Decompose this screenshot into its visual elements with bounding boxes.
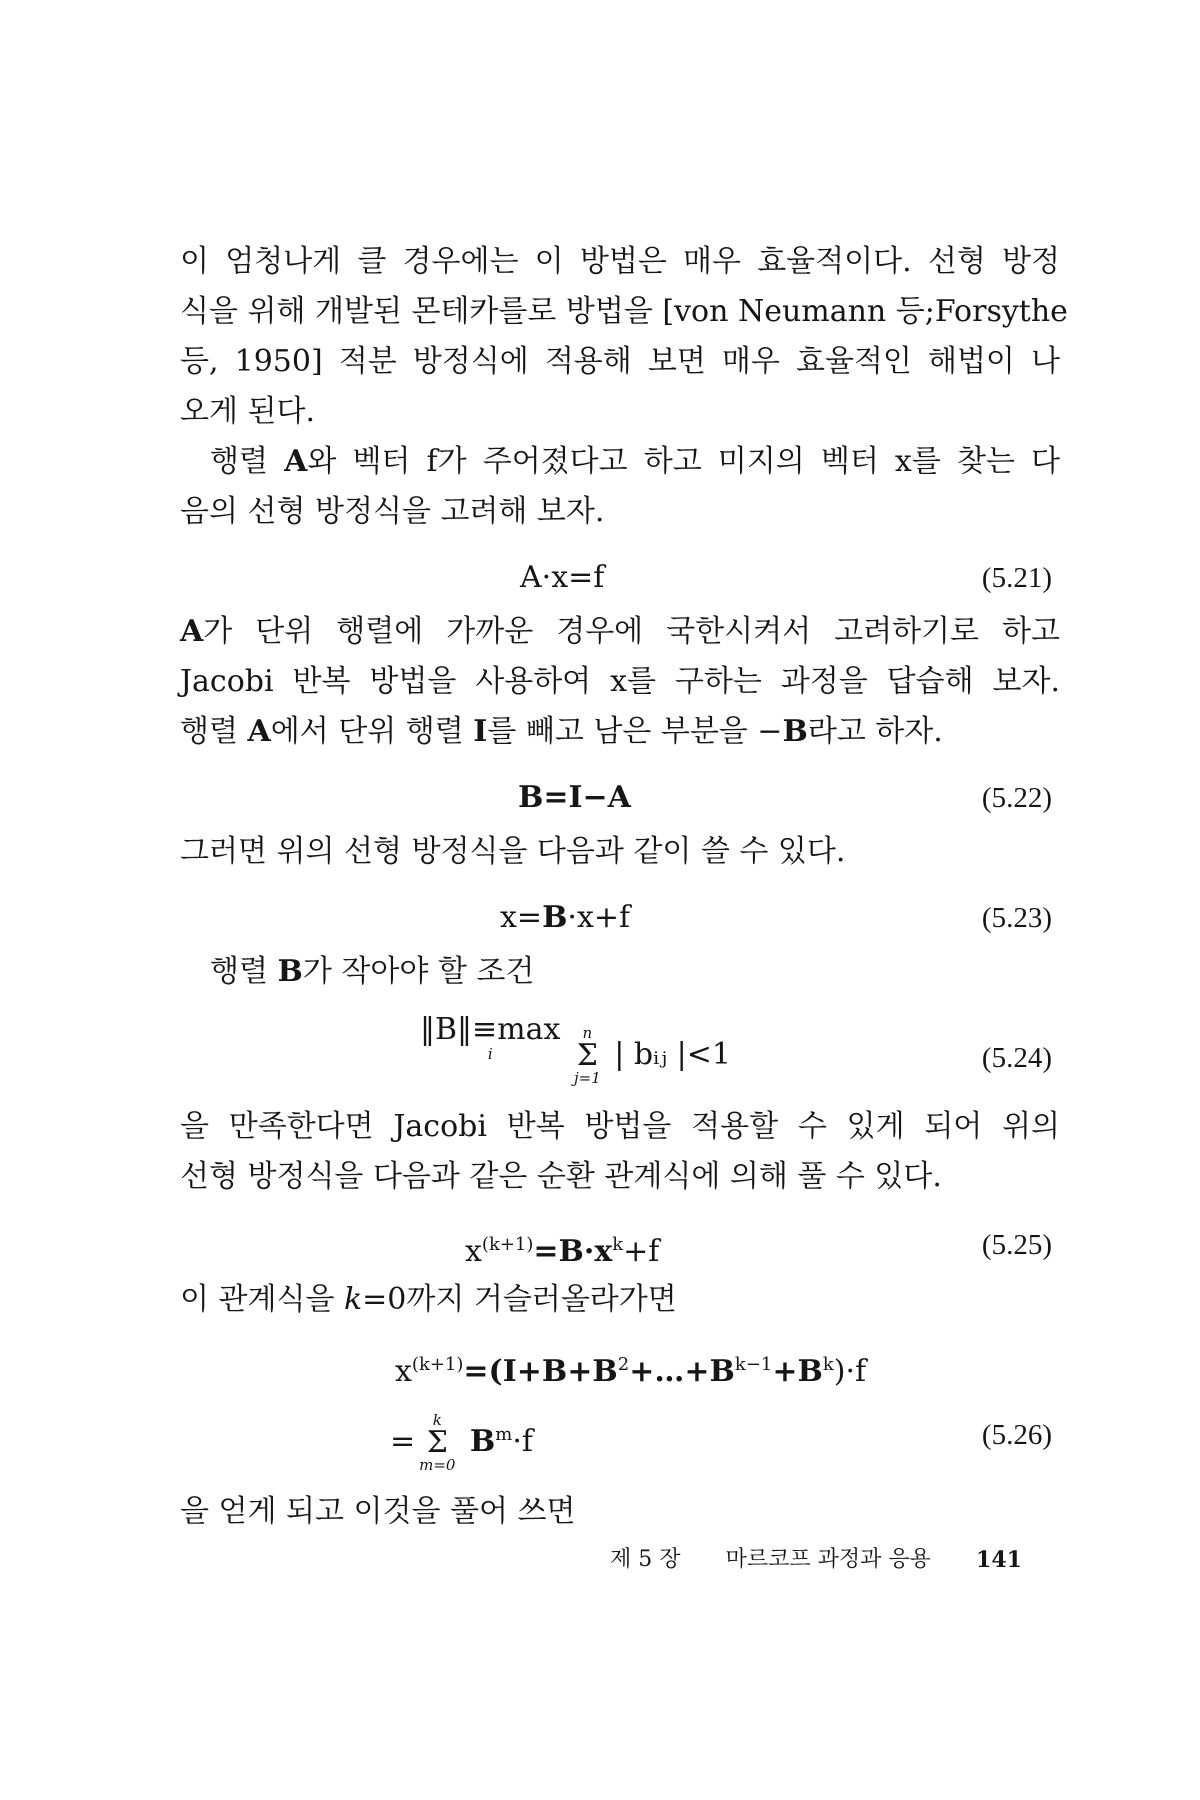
eq-5-26-sup2: 2	[617, 1354, 630, 1375]
page-footer	[610, 1545, 1022, 1575]
p7-l1-c: =0까지 거슬러올라가면	[362, 1282, 677, 1317]
p3-l3-e: 를 빼고 남은 부분을 −	[487, 714, 783, 749]
eq-5-26-c: +B	[772, 1354, 823, 1389]
eq-5-26-eq: =	[390, 1424, 416, 1459]
p5-l1-a: 행렬	[210, 954, 278, 989]
equation-5-25	[0, 1220, 1200, 1270]
eq-5-24-max	[420, 1012, 561, 1063]
page-number: 141	[976, 1547, 1022, 1573]
eq-5-24-number: (5.24)	[981, 1042, 1052, 1074]
eq-5-25-expr	[465, 1220, 659, 1277]
eq-5-22-expr: B=I−A	[518, 780, 631, 815]
eq-5-21-expr: A·x=f	[520, 560, 605, 595]
p3-matrix-A: A	[180, 614, 204, 649]
paragraph6-line1: 을 만족한다면 Jacobi 반복 방법을 적용할 수 있게 되어 위의	[180, 1109, 1060, 1144]
paragraph2-line1	[210, 440, 1060, 484]
paragraph3-line2: Jacobi 반복 방법을 사용하여 x를 구하는 과정을 답습해 보자.	[180, 664, 1060, 699]
eq-5-25-x: x	[465, 1234, 482, 1269]
equation-5-22	[0, 773, 1200, 823]
paragraph1-line3: 등, 1950] 적분 방정식에 적용해 보면 매우 효율적인 해법이 나	[180, 344, 1060, 379]
paragraph1-line4: 오게 된다.	[180, 394, 315, 429]
eq-5-26-sum	[419, 1413, 455, 1473]
paragraph8-line1: 을 얻게 되고 이것을 풀어 쓰면	[180, 1494, 576, 1529]
eq-5-26-a: =(I+B+B	[463, 1354, 618, 1389]
eq-5-25-end: +f	[623, 1234, 660, 1269]
eq-5-26-line2-expr	[390, 1395, 533, 1482]
p2-matrix-A: A	[284, 444, 308, 479]
eq-5-23-lhs: x=	[500, 900, 543, 935]
paragraph2-line2: 음의 선형 방정식을 고려해 보자.	[180, 494, 605, 529]
eq-5-25-number: (5.25)	[981, 1229, 1052, 1261]
eq-5-26-B: B	[459, 1424, 496, 1459]
p3-l3-a: 행렬	[180, 714, 248, 749]
eq-5-26-b: +…+B	[629, 1354, 735, 1389]
p7-k: k	[343, 1282, 363, 1317]
p2-l1-c: 와 벡터 f가 주어졌다고 하고 미지의 벡터 x를 찾는 다	[307, 444, 1060, 479]
p2-l1-a: 행렬	[210, 444, 285, 479]
paragraph6-line2: 선형 방정식을 다음과 같은 순환 관계식에 의해 풀 수 있다.	[180, 1159, 942, 1194]
paragraph1-line1: 이 엄청나게 클 경우에는 이 방법은 매우 효율적이다. 선형 방정	[180, 244, 1060, 279]
paragraph3-line1	[180, 610, 1060, 654]
equation-5-26-line2	[0, 1395, 1200, 1475]
p3-matrix-A2: A	[247, 714, 271, 749]
p3-matrix-I: I	[473, 714, 488, 749]
eq-5-24-norm: ‖B‖≡max	[420, 1012, 561, 1047]
p7-l1-a: 이 관계식을	[180, 1282, 344, 1317]
eq-5-26-f: ·f	[512, 1424, 534, 1459]
eq-5-26-x: x	[395, 1354, 412, 1389]
eq-5-24-sum-top: n	[582, 1024, 593, 1042]
paragraph5-line1	[210, 950, 1060, 994]
eq-5-26-sup-m: m	[495, 1424, 513, 1445]
p5-l1-c: 가 작아야 할 조건	[302, 954, 535, 989]
eq-5-26-sum-top: k	[432, 1411, 442, 1429]
eq-5-24-expr	[420, 1012, 731, 1095]
equation-5-26-line1	[0, 1340, 1200, 1390]
footer-title: 마르코프 과정과 응용	[725, 1547, 931, 1572]
eq-5-23-number: (5.23)	[981, 902, 1052, 934]
eq-5-26-sum-symbol: Σ	[426, 1425, 448, 1460]
p3-l3-c: 에서 단위 행렬	[270, 714, 474, 749]
eq-5-26-line1-expr	[395, 1340, 866, 1397]
eq-5-23-rhs: ·x+f	[567, 900, 631, 935]
equation-5-21	[0, 553, 1200, 603]
p5-matrix-B: B	[277, 954, 303, 989]
eq-5-24-sub-i: i	[487, 1045, 493, 1063]
eq-5-26-d: )·f	[833, 1354, 867, 1389]
eq-5-26-sup: (k+1)	[411, 1354, 464, 1375]
eq-5-23-B: B	[542, 900, 568, 935]
eq-5-26-sup3: k−1	[734, 1354, 773, 1375]
p3-matrix-B: B	[782, 714, 808, 749]
eq-5-21-number: (5.21)	[981, 562, 1052, 594]
eq-5-24-sum-bottom: j=1	[573, 1069, 601, 1087]
paragraph4-line1: 그러면 위의 선형 방정식을 다음과 같이 쓸 수 있다.	[180, 834, 846, 869]
eq-5-26-sup4: k	[822, 1354, 834, 1375]
eq-5-24-sum-symbol: Σ	[576, 1038, 598, 1073]
eq-5-24-sum	[574, 1026, 601, 1086]
eq-5-26-number: (5.26)	[981, 1419, 1052, 1451]
footer-chapter: 제 5 장	[610, 1547, 681, 1572]
eq-5-26-sum-bottom: m=0	[419, 1456, 456, 1474]
equation-5-24	[0, 1012, 1200, 1095]
eq-5-25-sup1: (k+1)	[481, 1234, 534, 1255]
eq-5-22-number: (5.22)	[981, 782, 1052, 814]
equation-5-23	[0, 893, 1200, 943]
p3-l3-g: 라고 하자.	[807, 714, 943, 749]
eq-5-23-expr	[500, 893, 630, 943]
p3-l1-b: 가 단위 행렬에 가까운 경우에 국한시켜서 고려하기로 하고	[203, 614, 1060, 649]
paragraph3-line3	[180, 710, 1060, 754]
eq-5-24-term: | bᵢⱼ |<1	[604, 1037, 731, 1072]
eq-5-25-sup2: k	[612, 1234, 624, 1255]
paragraph7-line1	[180, 1278, 1060, 1322]
paragraph1-line2: 식을 위해 개발된 몬테카를로 방법을 [von Neumann 등;Forsythe	[180, 294, 1068, 329]
eq-5-25-mid: =B·x	[533, 1234, 613, 1269]
